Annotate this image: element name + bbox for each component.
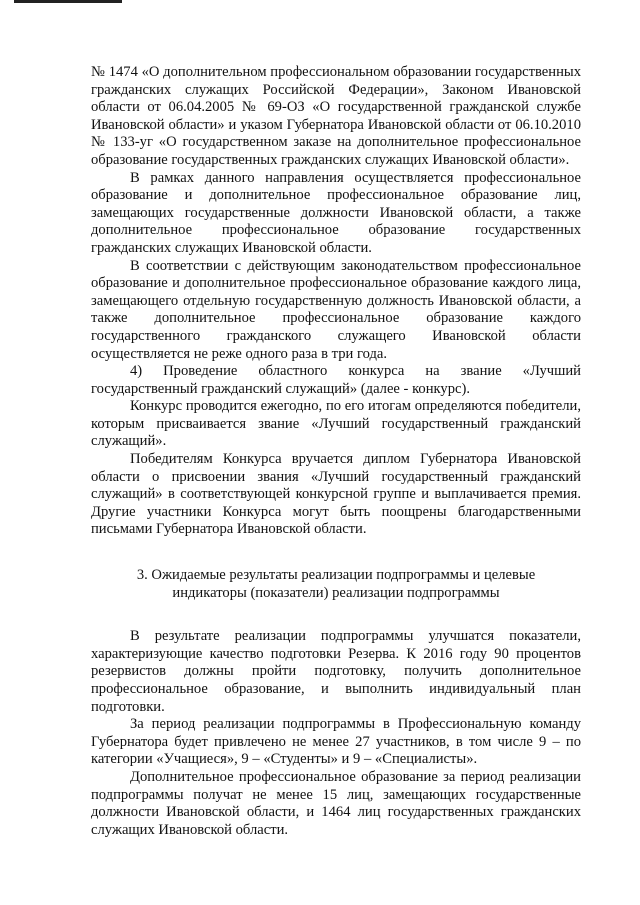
section-heading-line-2: индикаторы (показатели) реализации подпрограммы <box>172 584 500 601</box>
paragraph-legislation: В соответствии с действующим законодательством профессиональное образование и дополнительное профессиональное образование каждого лица, замещающего отдельную государственную должность Ивановской области, а также дополнительное профессиональное образование каждого государственного гражданского служащего Ивановской области осуществляется не реже одного раза в три года. <box>91 257 581 362</box>
paragraph-continuation: № 1474 «О дополнительном профессиональном образовании государственных гражданских служащих Российской Федерации», Законом Ивановской области от 06.04.2005 № 69-ОЗ «О государственной гражданской службе Ивановской области» и указом Губернатора Ивановской области от 06.10.2010 № 133-уг «О государственном заказе на дополнительное профессиональное образование государственных гражданских служащих Ивановской области». <box>91 64 581 168</box>
section-heading <box>91 567 581 602</box>
paragraph-training-direction: В рамках данного направления осуществляется профессиональное образование и дополнительное профессиональное образование лиц, замещающих государственные должности Ивановской области, а также дополнительное профессиональное образование государственных гражданских служащих Ивановской области. <box>91 169 581 256</box>
section-heading-line-1: 3. Ожидаемые результаты реализации подпрограммы и целевые <box>136 567 536 584</box>
paragraph-contest-item: 4) Проведение областного конкурса на звание «Лучший государственный гражданский служащий» (далее - конкурс). <box>91 363 581 397</box>
paragraph-team: За период реализации подпрограммы в Профессиональную команду Губернатора будет привлечено не менее 27 участников, в том числе 9 – по категории «Учащиеся», 9 – «Студенты» и 9 – «Специалисты». <box>91 716 581 768</box>
paragraph-contest-winners: Победителям Конкурса вручается диплом Губернатора Ивановской области о присвоении звания «Лучший государственный гражданский служащий» в соответствующей конкурсной группе и выплачивается премия. Другие участники Конкурса могут быть поощрены благодарственными письмами Губернатора Ивановской области. <box>91 451 581 538</box>
paragraph-contest-annual: Конкурс проводится ежегодно, по его итогам определяются победители, которым присваивается звание «Лучший государственный гражданский служащий». <box>91 398 581 450</box>
document-page <box>91 64 581 839</box>
paragraph-results: В результате реализации подпрограммы улучшатся показатели, характеризующие качество подготовки Резерва. К 2016 году 90 процентов резервистов должны пройти подготовку, получить дополнительное профессиональное образование, и выполнить индивидуальный план подготовки. <box>91 628 581 715</box>
top-rule <box>14 0 122 3</box>
paragraph-additional-education: Дополнительное профессиональное образование за период реализации подпрограммы получат не менее 15 лиц, замещающих государственные должности Ивановской области, и 1464 лиц государственных гражданских служащих Ивановской области. <box>91 768 581 838</box>
